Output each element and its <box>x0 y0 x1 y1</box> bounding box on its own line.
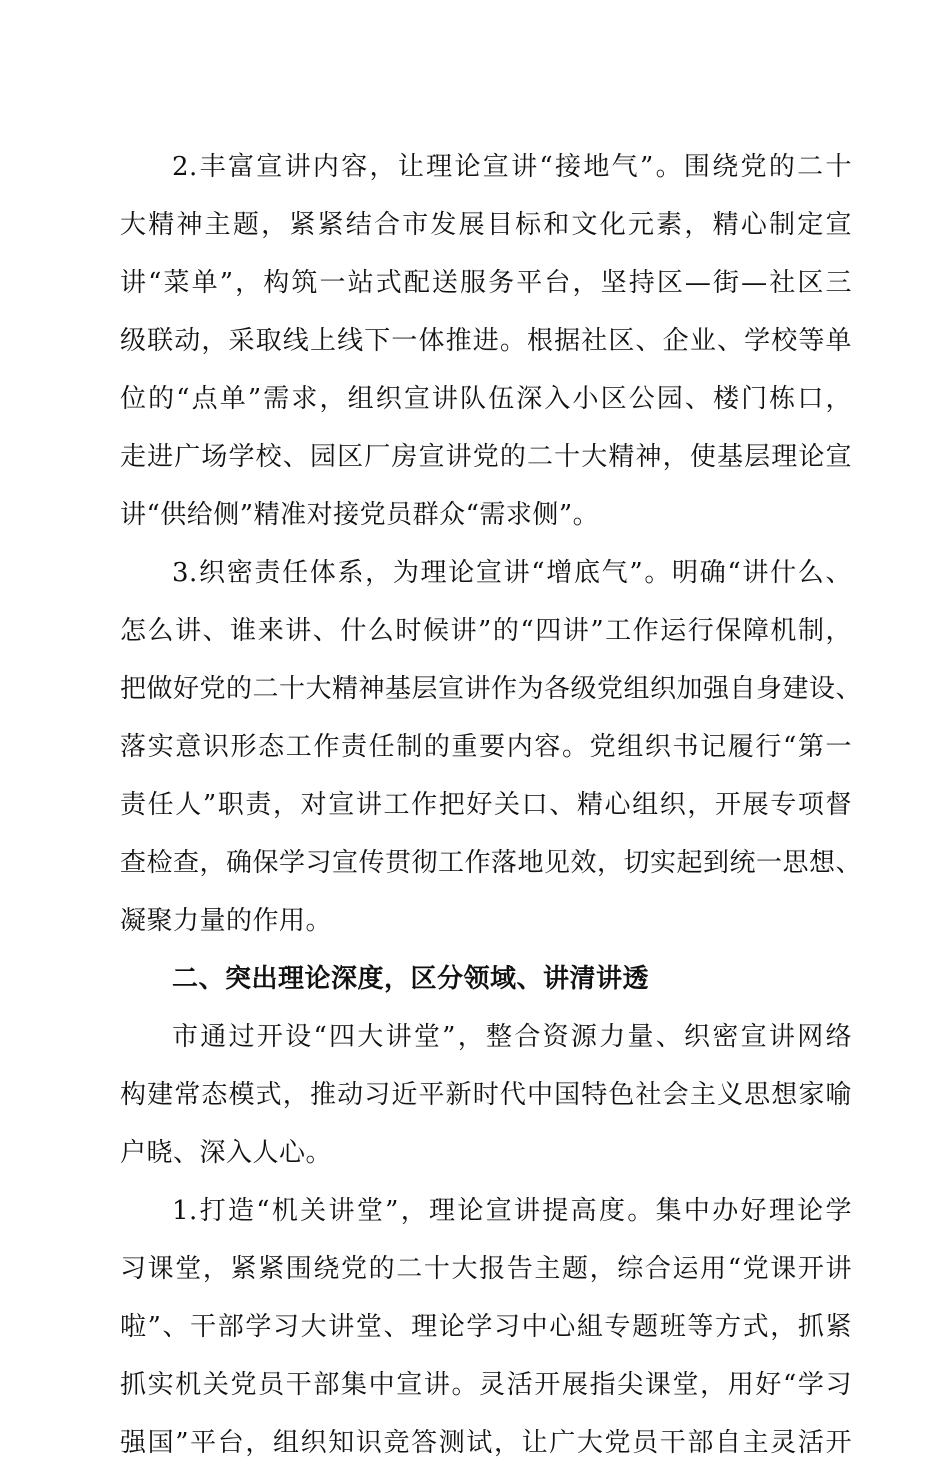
paragraph-2-line-1: 2.丰富宣讲内容，让理论宣讲“接地气”。围绕党的二十 <box>172 152 852 182</box>
paragraph-2-line-5: 位的“点单”需求，组织宣讲队伍深入小区公园、楼门栋口， <box>120 384 852 414</box>
paragraph-2-line-3: 讲“菜单”，构筑一站式配送服务平台，坚持区—街—社区三 <box>120 268 852 298</box>
paragraph-1-line-3: 啦”、干部学习大讲堂、理论学习中心組专题班等方式，抓紧 <box>120 1312 852 1342</box>
paragraph-1-line-5: 强国”平台，组织知识竞答测试，让广大党员干部自主灵活开 <box>120 1428 852 1458</box>
paragraph-1-line-1: 1.打造“机关讲堂”，理论宣讲提高度。集中办好理论学 <box>172 1196 852 1226</box>
paragraph-3-line-3: 把做好党的二十大精神基层宣讲作为各级党组织加强自身建设、 <box>120 674 863 704</box>
intro-paragraph-line-1: 市通过开设“四大讲堂”，整合资源力量、织密宣讲网络 <box>172 1022 852 1052</box>
section-heading: 二、突出理论深度，区分领域、讲清讲透 <box>172 964 650 994</box>
document-body <box>120 138 863 1472</box>
paragraph-3-line-7: 凝聚力量的作用。 <box>120 906 333 936</box>
paragraph-3-line-6: 查检查，确保学习宣传贯彻工作落地见效，切实起到统一思想、 <box>120 848 863 878</box>
paragraph-3-line-1: 3.织密责任体系，为理论宣讲“增底气”。明确“讲什么、 <box>172 558 852 588</box>
paragraph-2-line-7: 讲“供给侧”精准对接党员群众“需求侧”。 <box>120 500 600 530</box>
paragraph-2-line-4: 级联动，采取线上线下一体推进。根据社区、企业、学校等单 <box>120 326 852 356</box>
paragraph-3-line-4: 落实意识形态工作责任制的重要内容。党组织书记履行“第一 <box>120 732 852 762</box>
paragraph-2-line-2: 大精神主题，紧紧结合市发展目标和文化元素，精心制定宣 <box>120 210 852 240</box>
intro-paragraph-line-3: 户晓、深入人心。 <box>120 1138 333 1168</box>
paragraph-1-line-4: 抓实机关党员干部集中宣讲。灵活开展指尖课堂，用好“学习 <box>120 1370 852 1400</box>
paragraph-3-line-5: 责任人”职责，对宣讲工作把好关口、精心组织，开展专项督 <box>120 790 852 820</box>
intro-paragraph-line-2: 构建常态模式，推动习近平新时代中国特色社会主义思想家喻 <box>120 1080 852 1110</box>
paragraph-2-line-6: 走进广场学校、园区厂房宣讲党的二十大精神，使基层理论宣 <box>120 442 852 472</box>
paragraph-1-line-2: 习课堂，紧紧围绕党的二十大报告主题，综合运用“党课开讲 <box>120 1254 852 1284</box>
paragraph-3-line-2: 怎么讲、谁来讲、什么时候讲”的“四讲”工作运行保障机制， <box>120 616 852 646</box>
